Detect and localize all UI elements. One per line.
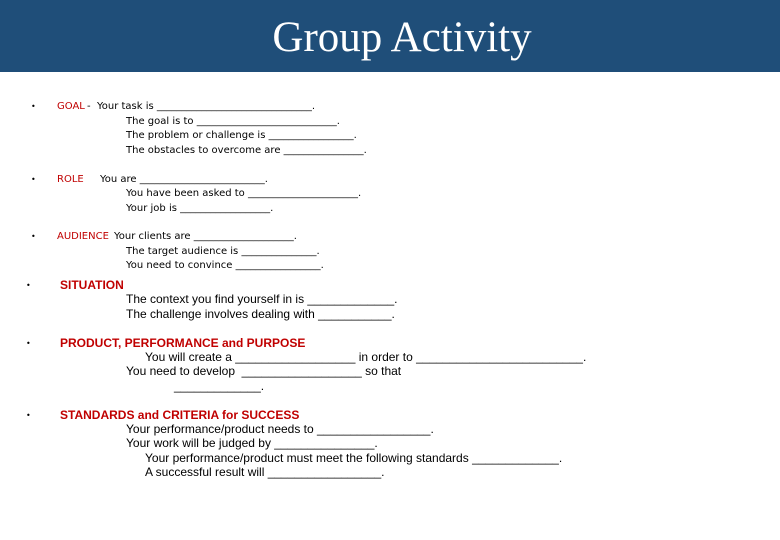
- goal-line-1: - Your task is _______________________________.: [87, 101, 316, 112]
- role-line-2: You have been asked to ______________________.: [126, 188, 362, 199]
- goal-line-4: The obstacles to overcome are ________________.: [126, 145, 367, 156]
- situation-line-2: The challenge involves dealing with ___________.: [126, 307, 395, 321]
- audience-label: AUDIENCE: [57, 231, 109, 242]
- standards-line-3: Your performance/product must meet the following standards _____________.: [145, 451, 563, 465]
- page-title: Group Activity: [272, 14, 532, 61]
- role-line-3: Your job is __________________.: [126, 203, 274, 214]
- standards-line-4: A successful result will _________________.: [145, 465, 385, 479]
- product-line-3: _____________.: [174, 379, 265, 393]
- role-line-1: You are _________________________.: [100, 174, 268, 185]
- audience-line-3: You need to convince _________________.: [126, 260, 324, 271]
- audience-line-2: The target audience is _______________.: [126, 246, 320, 257]
- role-label: ROLE: [57, 174, 84, 185]
- role-bullet: •: [31, 175, 36, 184]
- goal-bullet: •: [31, 102, 36, 111]
- situation-label: SITUATION: [60, 278, 124, 292]
- product-line-2: You need to develop __________________ so that: [126, 364, 402, 378]
- goal-label: GOAL: [57, 101, 85, 112]
- situation-line-1: The context you find yourself in is _____________.: [126, 292, 398, 306]
- goal-line-3: The problem or challenge is _________________.: [126, 130, 357, 141]
- standards-label: STANDARDS and CRITERIA for SUCCESS: [60, 408, 300, 422]
- product-label: PRODUCT, PERFORMANCE and PURPOSE: [60, 336, 306, 350]
- product-line-1: You will create a __________________ in order to _________________________.: [145, 350, 587, 364]
- audience-bullet: •: [31, 232, 36, 241]
- audience-line-1: Your clients are ____________________.: [114, 231, 297, 242]
- standards-line-1: Your performance/product needs to _________________.: [126, 422, 434, 436]
- goal-line-2: The goal is to ____________________________.: [126, 116, 340, 127]
- title-banner: [0, 0, 780, 72]
- standards-line-2: Your work will be judged by _______________.: [126, 436, 378, 450]
- situation-bullet: •: [26, 281, 31, 290]
- standards-bullet: •: [26, 411, 31, 420]
- product-bullet: •: [26, 339, 31, 348]
